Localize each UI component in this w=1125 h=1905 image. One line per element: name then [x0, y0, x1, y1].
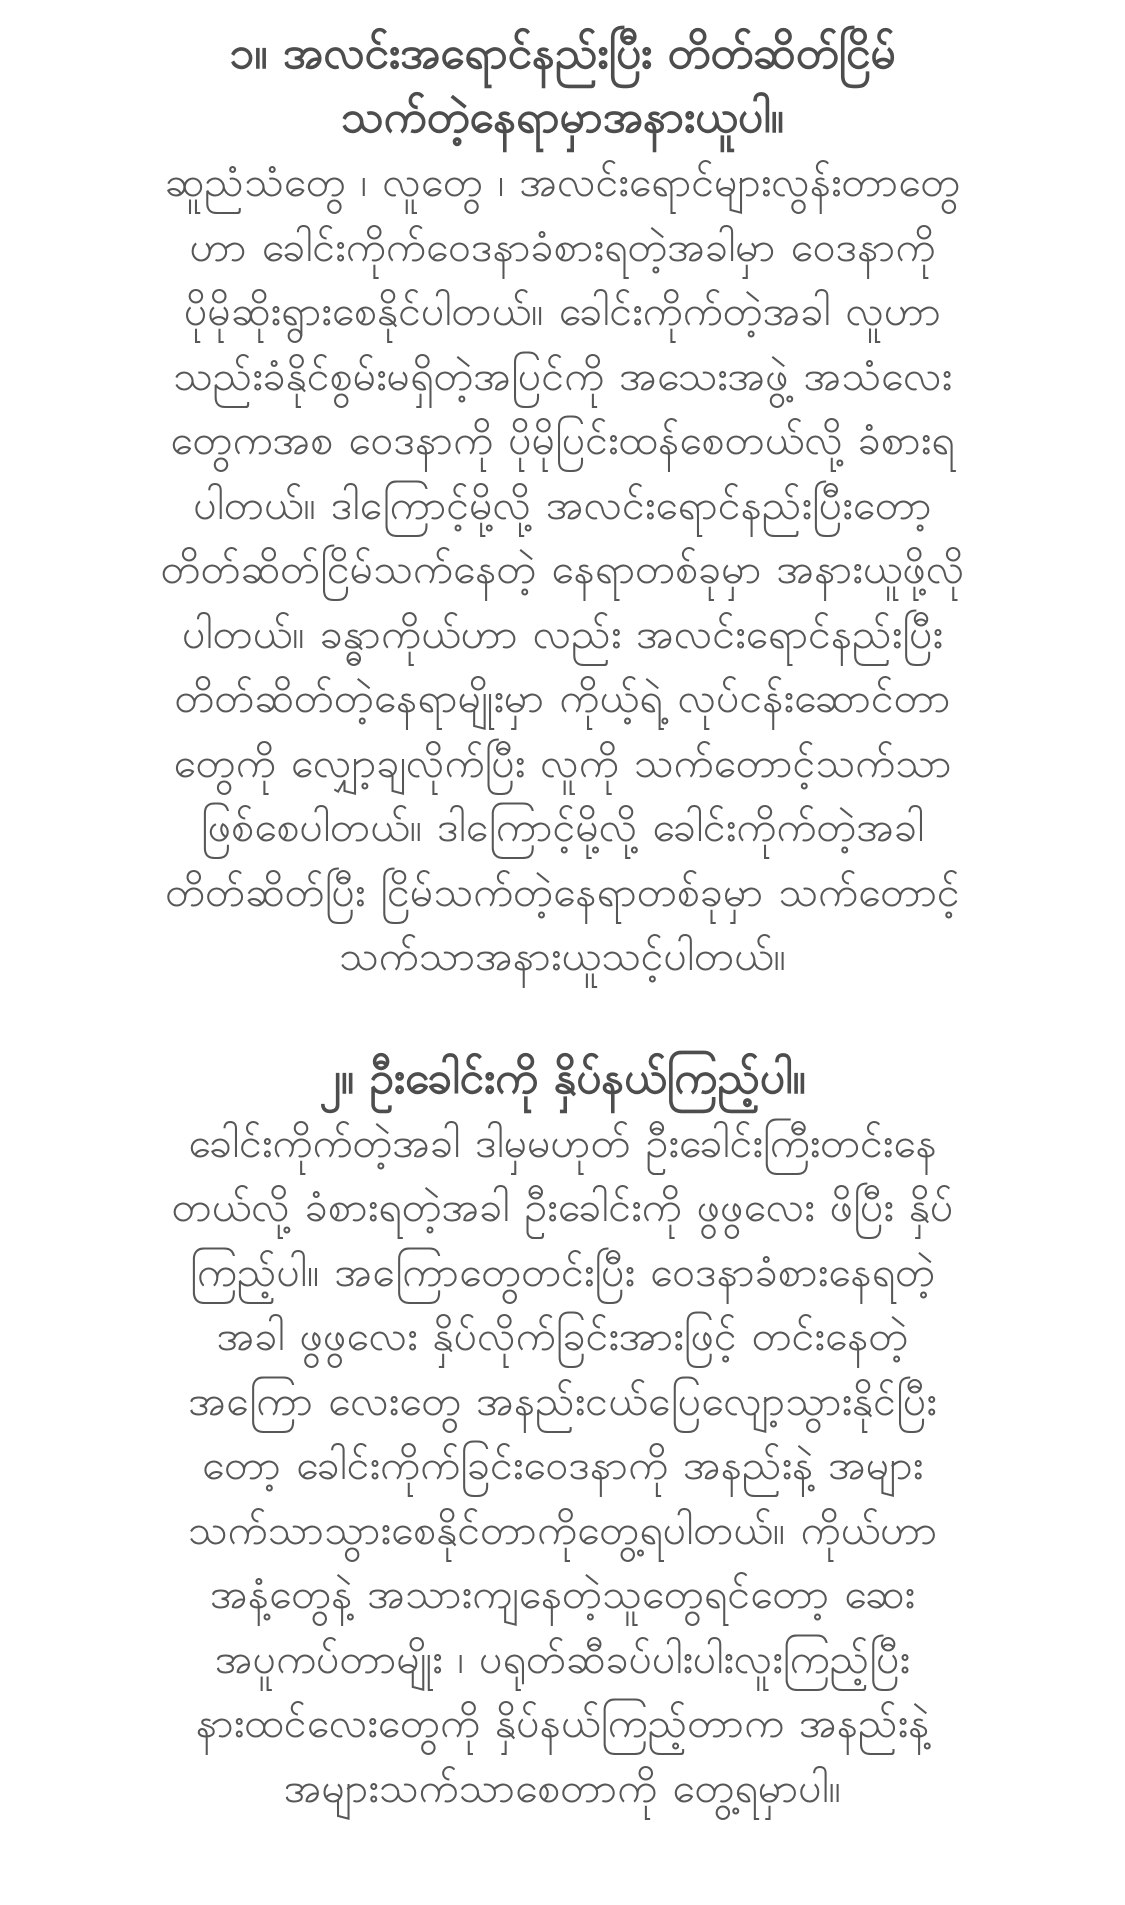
paragraph-line: နားထင်လေးတွေကို နှိပ်နယ်ကြည့်တာက အနည်းနဲ့	[195, 1699, 930, 1747]
section-2	[30, 1047, 1095, 1821]
section-2-heading	[30, 1047, 1095, 1111]
paragraph-line: အပူကပ်တာမျိုး ၊ ပရုတ်ဆီခပ်ပါးပါးလူးကြည့်ပြီး	[215, 1634, 910, 1683]
paragraph-line: သက်သာသွားစေနိုင်တာကိုတွေ့ရပါတယ်။ ကိုယ်ဟာ	[187, 1505, 938, 1554]
paragraph-line: အနံ့တွေနဲ့ အသားကျနေတဲ့သူတွေရင်တော့ ဆေး	[210, 1570, 915, 1618]
paragraph-line: ပါတယ်။ ဒါကြောင့်မို့လို့ အလင်းရောင်နည်းပြီးတော့	[193, 480, 932, 529]
section-2-paragraph	[30, 1111, 1095, 1821]
paragraph-line: ခေါင်းကိုက်တဲ့အခါ ဒါမှမဟုတ် ဦးခေါင်းကြီးတင်းနေ	[188, 1118, 937, 1167]
paragraph-line: ပိုမိုဆိုးရွားစေနိုင်ပါတယ်။ ခေါင်းကိုက်တဲ့အခါ လူဟာ	[184, 287, 941, 335]
paragraph-line: အခါ ဖွဖွလေး နှိပ်လိုက်ခြင်းအားဖြင့် တင်းနေတဲ့	[216, 1312, 909, 1360]
section-1	[30, 22, 1095, 989]
paragraph-line: တိတ်ဆိတ်ပြီး ငြိမ်သက်တဲ့နေရာတစ်ခုမှာ သက်တောင့်	[165, 867, 960, 916]
section-2-heading-line: ၂။ ဦးခေါင်းကို နှိပ်နယ်ကြည့်ပါ။	[319, 1052, 806, 1104]
paragraph-line: ကြည့်ပါ။ အကြောတွေတင်းပြီး ဝေဒနာခံစားနေရတဲ့	[189, 1247, 936, 1296]
paragraph-line: သက်သာအနားယူသင့်ပါတယ်။	[338, 932, 787, 980]
paragraph-line: အများသက်သာစေတာကို တွေ့ရမှာပါ။	[283, 1763, 842, 1812]
paragraph-line: တိတ်ဆိတ်ငြိမ်သက်နေတဲ့ နေရာတစ်ခုမှာ အနားယူဖို့လို	[160, 545, 965, 593]
paragraph-line: သည်းခံနိုင်စွမ်းမရှိတဲ့အပြင်ကို အသေးအဖွဲ့ အသံလေး	[172, 351, 953, 400]
paragraph-line: တွေကို လျှော့ချလိုက်ပြီး လူကို သက်တောင့်သက်သာ	[173, 738, 952, 787]
paragraph-line: ဟာ ခေါင်းကိုက်ဝေဒနာခံစားရတဲ့အခါမှာ ဝေဒနာကို	[189, 222, 936, 271]
paragraph-line: ဖြစ်စေပါတယ်။ ဒါကြောင့်မို့လို့ ခေါင်းကိုက်တဲ့အခါ	[200, 803, 925, 851]
paragraph-line: တော့ ခေါင်းကိုက်ခြင်းဝေဒနာကို အနည်းနဲ့ အများ	[201, 1441, 924, 1489]
section-1-heading-line: သက်တဲ့နေရာမှာအနားယူပါ။	[341, 92, 784, 143]
paragraph-line: တယ်လို့ ခံစားရတဲ့အခါ ဦးခေါင်းကို ဖွဖွလေး ဖိပြီး နှိပ်	[171, 1183, 954, 1231]
section-1-paragraph	[30, 150, 1095, 989]
section-spacer	[30, 989, 1095, 1047]
section-1-heading	[30, 22, 1095, 150]
section-1-heading-line: ၁။ အလင်းအရောင်နည်းပြီး တိတ်ဆိတ်ငြိမ်	[229, 28, 896, 79]
paragraph-line: တွေကအစ ဝေဒနာကို ပိုမိုပြင်းထန်စေတယ်လို့ ခံစားရ	[170, 416, 955, 464]
paragraph-line: အကြော လေးတွေ အနည်းငယ်ပြေလျော့သွားနိုင်ပြီး	[188, 1376, 937, 1425]
paragraph-line: တိတ်ဆိတ်တဲ့နေရာမျိုးမှာ ကိုယ့်ရဲ့ လုပ်ငန်းဆောင်တာ	[174, 674, 951, 722]
paragraph-line: ပါတယ်။ ခန္ဓာကိုယ်ဟာ လည်း အလင်းရောင်နည်းပြီး	[182, 609, 943, 658]
paragraph-line: ဆူညံသံတွေ ၊ လူတွေ ၊ အလင်းရောင်များလွန်းတာတွေ	[164, 158, 961, 206]
